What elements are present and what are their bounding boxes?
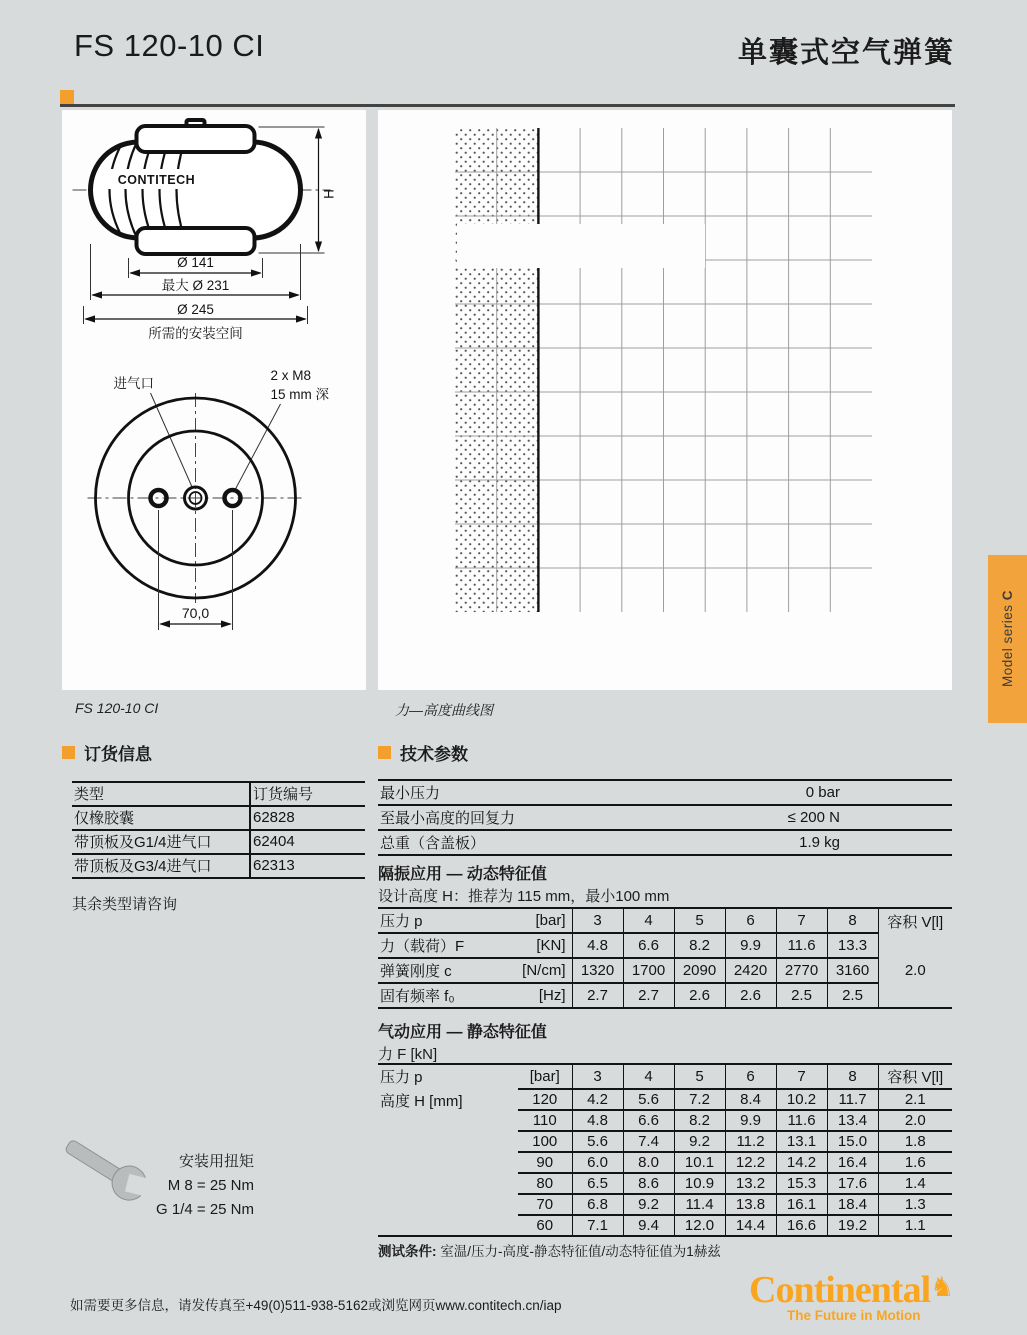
stat-height-value: 120 [518, 1089, 572, 1110]
stat-height-value: 70 [518, 1194, 572, 1215]
stat-force-value: 13.8 [725, 1194, 776, 1215]
dyn-row-value: 1320 [572, 958, 623, 983]
stat-volume-header: 容积 V[l] [878, 1064, 952, 1089]
stat-height-value: 100 [518, 1131, 572, 1152]
stat-pressure-value: 6 [725, 1064, 776, 1089]
torque-title: 安装用扭矩 [178, 1153, 254, 1170]
dyn-row-value: 2.6 [674, 983, 725, 1008]
dyn-row-value: 13.3 [827, 933, 878, 958]
stat-pressure-label: 压力 p [380, 1069, 423, 1086]
ordering-type: 带顶板及G3/4进气口 [72, 854, 250, 878]
dyn-row-value: 9.9 [725, 933, 776, 958]
dyn-pressure-value: 3 [572, 908, 623, 933]
continental-tagline: The Future in Motion [787, 1308, 921, 1323]
dyn-row-value: 4.8 [572, 933, 623, 958]
table-row [378, 958, 952, 983]
stat-pressure-value: 5 [674, 1064, 725, 1089]
stat-height-value: 60 [518, 1215, 572, 1236]
stat-pressure-unit: [bar] [518, 1064, 572, 1089]
force-height-chart-panel [378, 110, 952, 690]
stat-force-value: 14.4 [725, 1215, 776, 1236]
install-space-note: 所需的安装空间 [148, 326, 243, 341]
dyn-pressure-value: 8 [827, 908, 878, 933]
continental-wordmark: Continental [749, 1269, 931, 1311]
dim-max-label: 最大 Ø 231 [161, 278, 230, 293]
ordering-type: 带顶板及G1/4进气口 [72, 830, 250, 854]
stat-volume-value: 1.3 [878, 1194, 952, 1215]
stat-height-value: 90 [518, 1152, 572, 1173]
stat-height-value: 80 [518, 1173, 572, 1194]
inlet-label: 进气口 [113, 376, 154, 391]
stat-force-value: 7.4 [623, 1131, 674, 1152]
dynamic-subtitle: 设计高度 H：推荐为 115 mm，最小100 mm [378, 888, 670, 905]
ordering-number: 62404 [250, 830, 365, 854]
bolt-label-1: 2 x M8 [270, 368, 312, 383]
stat-force-value: 11.7 [827, 1089, 878, 1110]
dyn-row-value: 2.5 [776, 983, 827, 1008]
ordering-type: 仅橡胶囊 [72, 806, 250, 830]
stat-volume-value: 1.1 [878, 1215, 952, 1236]
stat-force-value: 6.0 [572, 1152, 623, 1173]
top-plate [137, 126, 255, 152]
static-table [378, 1063, 952, 1237]
dyn-pressure-unit: [bar] [518, 908, 572, 933]
table-row [378, 908, 952, 933]
dyn-pressure-value: 6 [725, 908, 776, 933]
torque-g14: G 1/4 = 25 Nm [156, 1201, 254, 1218]
tech-param-value: 0 bar [678, 780, 952, 805]
stat-force-value: 6.6 [623, 1110, 674, 1131]
dimension-h-label: H [321, 189, 337, 199]
stat-force-value: 7.1 [572, 1215, 623, 1236]
torque-block [62, 1150, 254, 1222]
stat-force-value: 18.4 [827, 1194, 878, 1215]
bottom-plate [137, 228, 255, 254]
stat-force-value: 11.4 [674, 1194, 725, 1215]
dyn-row-value: 2420 [725, 958, 776, 983]
dyn-row-unit: [N/cm] [518, 958, 572, 983]
ordering-number: 62828 [250, 806, 365, 830]
tech-param-value: 1.9 kg [678, 830, 952, 855]
stat-force-value: 10.1 [674, 1152, 725, 1173]
stat-force-value: 6.8 [572, 1194, 623, 1215]
table-row [378, 1089, 952, 1110]
table-row [378, 780, 952, 805]
dyn-volume-header: 容积 V[l] [878, 908, 952, 933]
stat-force-value: 4.2 [572, 1089, 623, 1110]
contitech-logo-text: CONTITECH [117, 173, 196, 187]
stat-pressure-value: 3 [572, 1064, 623, 1089]
table-row [72, 806, 365, 830]
test-conditions-text: 室温/压力-高度-静态特征值/动态特征值为1赫兹 [436, 1244, 721, 1259]
test-conditions-note [378, 1240, 721, 1260]
ordering-accent-square [62, 746, 75, 759]
dyn-row-value: 2.6 [725, 983, 776, 1008]
ordering-col-number: 订货编号 [250, 782, 365, 806]
table-row [72, 782, 365, 806]
stat-force-value: 15.0 [827, 1131, 878, 1152]
torque-m8: M 8 = 25 Nm [167, 1177, 254, 1194]
chart-caption: 力—高度曲线图 [395, 702, 493, 718]
dyn-row-unit: [Hz] [518, 983, 572, 1008]
stat-force-value: 12.2 [725, 1152, 776, 1173]
stat-volume-value: 2.1 [878, 1089, 952, 1110]
ordering-number: 62313 [250, 854, 365, 878]
tech-params-table [378, 779, 952, 856]
dynamic-title: 隔振应用 — 动态特征值 [378, 866, 547, 883]
stat-force-value: 9.2 [674, 1131, 725, 1152]
tech-section-title: 技术参数 [400, 745, 468, 764]
stat-volume-value: 1.4 [878, 1173, 952, 1194]
stat-force-value: 8.0 [623, 1152, 674, 1173]
dyn-row-value: 1700 [623, 958, 674, 983]
table-row [378, 1064, 952, 1089]
stat-force-value: 13.2 [725, 1173, 776, 1194]
stat-height-label: 高度 H [mm] [380, 1093, 463, 1110]
dyn-row-label: 固有频率 f₀ [378, 983, 518, 1008]
table-row [72, 854, 365, 878]
dim-inner-label: Ø 141 [177, 255, 214, 270]
header-rule [60, 104, 955, 107]
page-title-model: FS 120-10 CI [74, 28, 265, 63]
stat-force-value: 10.9 [674, 1173, 725, 1194]
stat-force-value: 8.4 [725, 1089, 776, 1110]
stat-force-value: 9.4 [623, 1215, 674, 1236]
dyn-row-value: 2.5 [827, 983, 878, 1008]
page-title-product-type: 单囊式空气弹簧 [737, 37, 955, 69]
dyn-row-label: 弹簧刚度 c [378, 958, 518, 983]
stat-volume-value: 2.0 [878, 1110, 952, 1131]
dyn-row-value: 6.6 [623, 933, 674, 958]
dyn-row-label: 力（载荷）F [378, 933, 518, 958]
bolt-spacing-label: 70,0 [181, 605, 210, 621]
tech-param-label: 至最小高度的回复力 [378, 805, 678, 830]
stat-force-value: 11.6 [776, 1110, 827, 1131]
stat-force-value: 4.8 [572, 1110, 623, 1131]
continental-logo [749, 1269, 955, 1323]
model-series-label: Model series [1000, 600, 1015, 688]
stat-force-value: 10.2 [776, 1089, 827, 1110]
drawing-caption: FS 120-10 CI [75, 700, 159, 716]
stat-force-value: 9.2 [623, 1194, 674, 1215]
stat-force-value: 19.2 [827, 1215, 878, 1236]
bellows-body [91, 142, 301, 238]
stat-force-value: 5.6 [623, 1089, 674, 1110]
bolt-label-2: 15 mm 深 [270, 387, 330, 402]
tech-param-label: 总重（含盖板） [378, 830, 678, 855]
dyn-row-value: 2770 [776, 958, 827, 983]
static-subtitle: 力 F [kN] [378, 1046, 438, 1063]
stat-pressure-value: 4 [623, 1064, 674, 1089]
table-row [378, 933, 952, 958]
ordering-table [72, 781, 365, 879]
tech-param-value: ≤ 200 N [678, 805, 952, 830]
static-title: 气动应用 — 静态特征值 [378, 1024, 547, 1041]
table-row [378, 983, 952, 1008]
dyn-pressure-value: 5 [674, 908, 725, 933]
dyn-row-value: 2.7 [623, 983, 674, 1008]
footer-contact-info: 如需要更多信息，请发传真至+49(0)511-938-5162或浏览网页www.contitech.cn/iap [70, 1298, 562, 1313]
air-spring-drawing [62, 110, 366, 690]
stat-force-value: 15.3 [776, 1173, 827, 1194]
stat-force-value: 5.6 [572, 1131, 623, 1152]
technical-drawing-panel [62, 110, 366, 690]
stat-volume-value: 1.8 [878, 1131, 952, 1152]
dyn-row-value: 8.2 [674, 933, 725, 958]
dyn-row-unit: [KN] [518, 933, 572, 958]
dyn-row-value: 3160 [827, 958, 878, 983]
stat-height-value: 110 [518, 1110, 572, 1131]
stat-force-value: 16.6 [776, 1215, 827, 1236]
stat-force-value: 17.6 [827, 1173, 878, 1194]
stat-force-value: 11.2 [725, 1131, 776, 1152]
dim-outer-label: Ø 245 [177, 302, 214, 317]
tech-param-label: 最小压力 [378, 780, 678, 805]
dyn-pressure-value: 4 [623, 908, 674, 933]
stat-force-value: 16.4 [827, 1152, 878, 1173]
stat-force-value: 6.5 [572, 1173, 623, 1194]
ordering-col-type: 类型 [72, 782, 250, 806]
dyn-row-value: 2090 [674, 958, 725, 983]
dyn-volume-value: 2.0 [878, 933, 952, 1008]
stat-force-value: 8.2 [674, 1110, 725, 1131]
dyn-row-value: 2.7 [572, 983, 623, 1008]
ordering-note: 其余类型请咨询 [72, 896, 178, 913]
force-height-chart [378, 110, 952, 690]
dyn-pressure-value: 7 [776, 908, 827, 933]
stat-force-value: 16.1 [776, 1194, 827, 1215]
table-row [378, 830, 952, 855]
stat-force-value: 12.0 [674, 1215, 725, 1236]
stat-force-value: 8.6 [623, 1173, 674, 1194]
stat-pressure-value: 8 [827, 1064, 878, 1089]
table-row [72, 830, 365, 854]
stat-pressure-value: 7 [776, 1064, 827, 1089]
dyn-pressure-label: 压力 p [378, 908, 518, 933]
stat-volume-value: 1.6 [878, 1152, 952, 1173]
stat-force-value: 13.1 [776, 1131, 827, 1152]
tech-accent-square [378, 746, 391, 759]
stat-force-value: 13.4 [827, 1110, 878, 1131]
table-row [378, 805, 952, 830]
dynamic-table [378, 907, 952, 1009]
stat-force-value: 14.2 [776, 1152, 827, 1173]
model-series-tab [988, 555, 1027, 723]
horse-icon: ♞ [930, 1272, 955, 1302]
stat-force-value: 7.2 [674, 1089, 725, 1110]
model-series-value: C [1000, 590, 1015, 601]
dyn-row-value: 11.6 [776, 933, 827, 958]
stat-force-value: 9.9 [725, 1110, 776, 1131]
ordering-section-title: 订货信息 [84, 745, 152, 764]
test-conditions-label: 测试条件: [378, 1244, 437, 1259]
